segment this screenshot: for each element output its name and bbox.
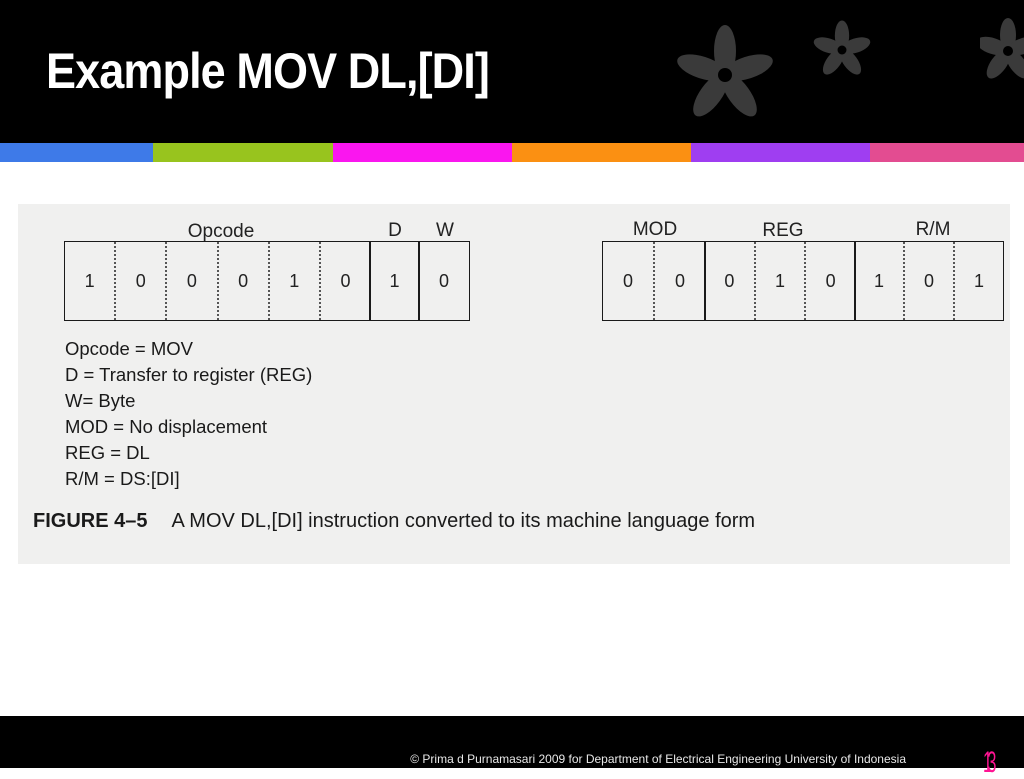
legend-line: R/M = DS:[DI] [65, 468, 180, 489]
opcode-label: Opcode [187, 221, 255, 242]
legend [65, 336, 312, 492]
d-label: D [388, 220, 402, 241]
stripe-blue [0, 143, 153, 162]
w-field [418, 241, 470, 321]
header-bar [0, 0, 1024, 143]
legend-line: REG = DL [65, 442, 150, 463]
opcode-bit: 0 [319, 242, 370, 320]
copyright-text: © Prima d Purnamasari 2009 for Department of Electrical Engineering University of Indonesia [410, 752, 906, 766]
mod-label: MOD [632, 219, 678, 240]
reg-bit: 0 [804, 242, 855, 320]
slide-title: Example MOV DL,[DI] [46, 43, 489, 99]
footer-bar [0, 716, 1024, 779]
opcode-bits [65, 242, 370, 320]
mod-bits [603, 242, 705, 320]
stripe-magenta [333, 143, 512, 162]
reg-field [704, 241, 856, 321]
opcode-bit: 1 [84, 270, 95, 291]
opcode-bit: 0 [114, 242, 165, 320]
page-number: 13 [983, 746, 992, 779]
d-bit: 1 [389, 270, 400, 291]
stripe-pink [870, 143, 1024, 162]
figure-caption [33, 510, 755, 533]
stripe-green [153, 143, 333, 162]
rm-field [854, 241, 1004, 321]
opcode-bit: 1 [268, 242, 319, 320]
rm-bits [855, 242, 1003, 320]
mod-bit: 0 [653, 242, 705, 320]
flower-icon [660, 20, 790, 130]
opcode-bit: 0 [165, 242, 216, 320]
rm-bit: 1 [953, 242, 1003, 320]
stripe-orange [512, 143, 691, 162]
rm-bit: 1 [873, 270, 884, 291]
opcode-bit: 0 [217, 242, 268, 320]
reg-bit: 1 [754, 242, 805, 320]
rm-bit: 0 [903, 242, 953, 320]
legend-line: W= Byte [65, 390, 136, 411]
rm-label: R/M [915, 219, 951, 240]
legend-line: MOD = No displacement [65, 416, 268, 437]
opcode-field [64, 241, 371, 321]
mod-bit: 0 [622, 270, 633, 291]
caption-text: A MOV DL,[DI] instruction converted to its machine language form [171, 510, 756, 532]
mod-field [602, 241, 706, 321]
d-field [369, 241, 420, 321]
color-stripe-bar [0, 143, 1024, 162]
flower-icon [804, 16, 880, 84]
reg-bit: 0 [724, 270, 735, 291]
w-label: W [436, 220, 454, 241]
reg-bits [705, 242, 855, 320]
legend-line: D = Transfer to register (REG) [65, 364, 313, 385]
caption-label: FIGURE 4–5 [33, 510, 148, 532]
flower-icon [980, 16, 1024, 82]
reg-label: REG [762, 220, 804, 241]
w-bit: 0 [438, 270, 449, 291]
stripe-purple [691, 143, 870, 162]
legend-line: Opcode = MOV [65, 338, 194, 359]
